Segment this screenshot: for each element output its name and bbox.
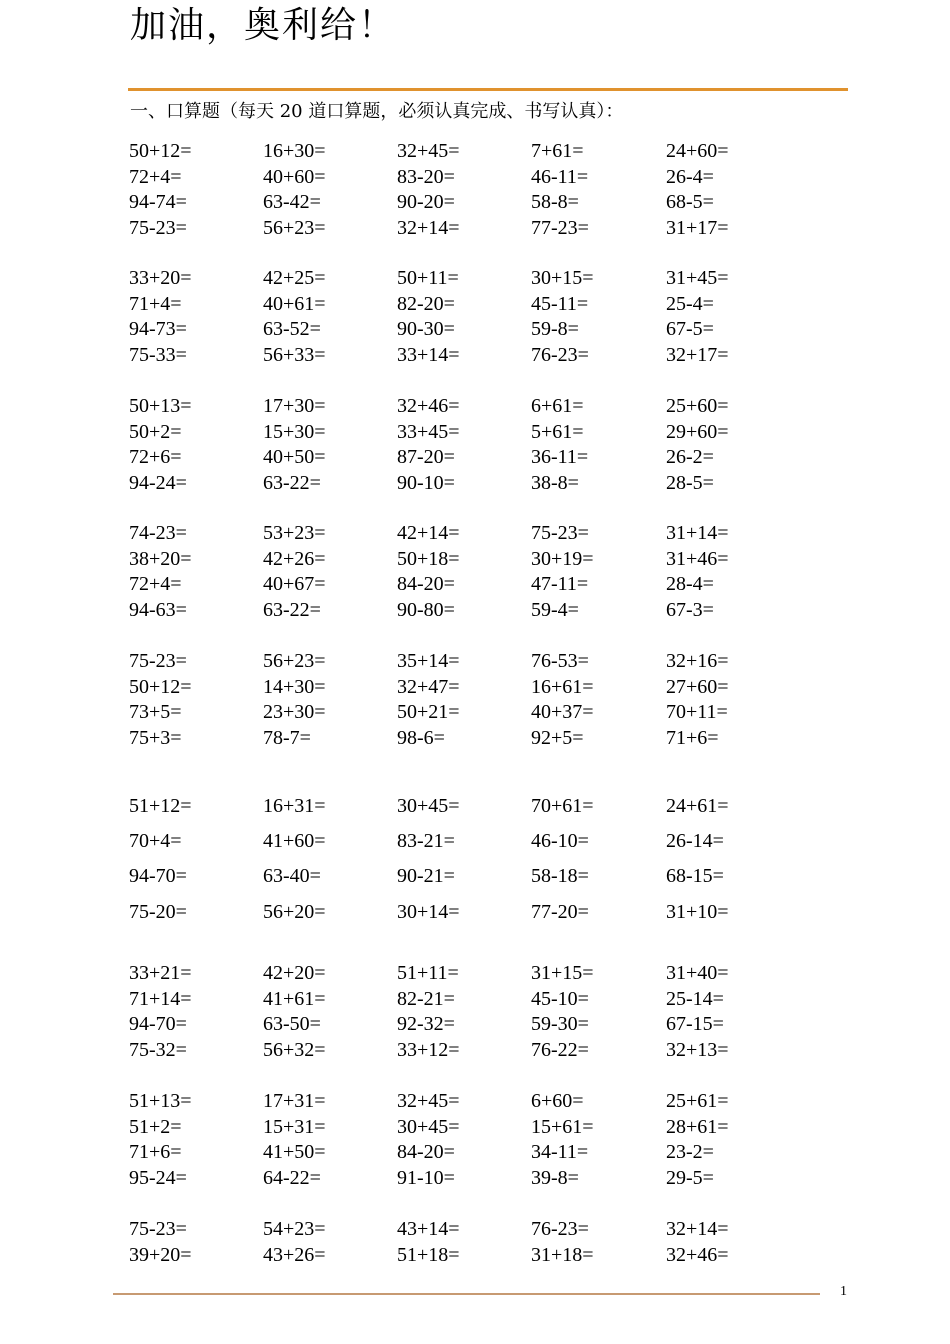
arithmetic-problem: 51+13=: [129, 1090, 192, 1112]
arithmetic-problem: 25-4=: [666, 293, 714, 315]
section-heading: 一、口算题（每天 20 道口算题，必须认真完成、书写认真）：: [130, 101, 624, 122]
arithmetic-problem: 83-21=: [397, 830, 455, 852]
arithmetic-problem: 40+50=: [263, 446, 326, 468]
arithmetic-problem: 28-5=: [666, 472, 714, 494]
arithmetic-problem: 67-3=: [666, 599, 714, 621]
arithmetic-problem: 26-2=: [666, 446, 714, 468]
arithmetic-problem: 94-70=: [129, 865, 187, 887]
arithmetic-problem: 31+45=: [666, 267, 729, 289]
arithmetic-problem: 77-23=: [531, 217, 589, 239]
arithmetic-problem: 31+46=: [666, 548, 729, 570]
arithmetic-problem: 15+30=: [263, 421, 326, 443]
arithmetic-problem: 91-10=: [397, 1167, 455, 1189]
arithmetic-problem: 75-23=: [531, 522, 589, 544]
arithmetic-problem: 92-32=: [397, 1013, 455, 1035]
arithmetic-problem: 56+20=: [263, 901, 326, 923]
arithmetic-problem: 6+60=: [531, 1090, 584, 1112]
arithmetic-problem: 58-18=: [531, 865, 589, 887]
arithmetic-problem: 63-52=: [263, 318, 321, 340]
arithmetic-problem: 6+61=: [531, 395, 584, 417]
arithmetic-problem: 36-11=: [531, 446, 589, 468]
arithmetic-problem: 32+45=: [397, 1090, 460, 1112]
arithmetic-problem: 41+61=: [263, 988, 326, 1010]
arithmetic-problem: 59-8=: [531, 318, 579, 340]
arithmetic-problem: 33+45=: [397, 421, 460, 443]
arithmetic-problem: 26-4=: [666, 166, 714, 188]
arithmetic-problem: 51+12=: [129, 795, 192, 817]
arithmetic-problem: 40+61=: [263, 293, 326, 315]
arithmetic-problem: 30+45=: [397, 1116, 460, 1138]
arithmetic-problem: 72+6=: [129, 446, 182, 468]
arithmetic-problem: 77-20=: [531, 901, 589, 923]
arithmetic-problem: 28+61=: [666, 1116, 729, 1138]
footer-divider: [113, 1293, 820, 1295]
arithmetic-problem: 70+11=: [666, 701, 728, 723]
arithmetic-problem: 64-22=: [263, 1167, 321, 1189]
arithmetic-problem: 17+30=: [263, 395, 326, 417]
arithmetic-problem: 63-42=: [263, 191, 321, 213]
arithmetic-problem: 68-15=: [666, 865, 724, 887]
arithmetic-problem: 32+14=: [666, 1218, 729, 1240]
arithmetic-problem: 84-20=: [397, 1141, 455, 1163]
arithmetic-problem: 33+14=: [397, 344, 460, 366]
arithmetic-problem: 87-20=: [397, 446, 455, 468]
arithmetic-problem: 32+45=: [397, 140, 460, 162]
arithmetic-problem: 82-20=: [397, 293, 455, 315]
arithmetic-problem: 71+6=: [129, 1141, 182, 1163]
page-title: 加油，奥利给！: [130, 5, 397, 46]
arithmetic-problem: 70+61=: [531, 795, 594, 817]
arithmetic-problem: 50+18=: [397, 548, 460, 570]
arithmetic-problem: 33+20=: [129, 267, 192, 289]
arithmetic-problem: 40+60=: [263, 166, 326, 188]
arithmetic-problem: 67-5=: [666, 318, 714, 340]
arithmetic-problem: 41+50=: [263, 1141, 326, 1163]
arithmetic-problem: 73+5=: [129, 701, 182, 723]
arithmetic-problem: 50+11=: [397, 267, 459, 289]
arithmetic-problem: 50+2=: [129, 421, 182, 443]
arithmetic-problem: 94-73=: [129, 318, 187, 340]
arithmetic-problem: 40+67=: [263, 573, 326, 595]
arithmetic-problem: 72+4=: [129, 166, 182, 188]
arithmetic-problem: 50+13=: [129, 395, 192, 417]
arithmetic-problem: 54+23=: [263, 1218, 326, 1240]
arithmetic-problem: 58-8=: [531, 191, 579, 213]
arithmetic-problem: 50+21=: [397, 701, 460, 723]
arithmetic-problem: 98-6=: [397, 727, 445, 749]
arithmetic-problem: 50+12=: [129, 676, 192, 698]
arithmetic-problem: 42+14=: [397, 522, 460, 544]
arithmetic-problem: 90-10=: [397, 472, 455, 494]
arithmetic-problem: 47-11=: [531, 573, 589, 595]
arithmetic-problem: 32+16=: [666, 650, 729, 672]
arithmetic-problem: 84-20=: [397, 573, 455, 595]
arithmetic-problem: 30+45=: [397, 795, 460, 817]
arithmetic-problem: 51+2=: [129, 1116, 182, 1138]
arithmetic-problem: 27+60=: [666, 676, 729, 698]
arithmetic-problem: 75-20=: [129, 901, 187, 923]
arithmetic-problem: 76-23=: [531, 344, 589, 366]
arithmetic-problem: 94-74=: [129, 191, 187, 213]
arithmetic-problem: 25-14=: [666, 988, 724, 1010]
arithmetic-problem: 56+33=: [263, 344, 326, 366]
arithmetic-problem: 25+61=: [666, 1090, 729, 1112]
arithmetic-problem: 94-70=: [129, 1013, 187, 1035]
arithmetic-problem: 31+17=: [666, 217, 729, 239]
arithmetic-problem: 59-4=: [531, 599, 579, 621]
arithmetic-problem: 31+40=: [666, 962, 729, 984]
arithmetic-problem: 30+15=: [531, 267, 594, 289]
arithmetic-problem: 14+30=: [263, 676, 326, 698]
arithmetic-problem: 51+11=: [397, 962, 459, 984]
page-number: 1: [840, 1284, 847, 1299]
arithmetic-problem: 63-22=: [263, 472, 321, 494]
arithmetic-problem: 56+32=: [263, 1039, 326, 1061]
arithmetic-problem: 63-40=: [263, 865, 321, 887]
arithmetic-problem: 34-11=: [531, 1141, 589, 1163]
arithmetic-problem: 75-33=: [129, 344, 187, 366]
arithmetic-problem: 15+31=: [263, 1116, 326, 1138]
arithmetic-problem: 7+61=: [531, 140, 584, 162]
arithmetic-problem: 15+61=: [531, 1116, 594, 1138]
arithmetic-problem: 28-4=: [666, 573, 714, 595]
arithmetic-problem: 24+60=: [666, 140, 729, 162]
arithmetic-problem: 16+30=: [263, 140, 326, 162]
arithmetic-problem: 76-23=: [531, 1218, 589, 1240]
arithmetic-problem: 32+47=: [397, 676, 460, 698]
arithmetic-problem: 31+18=: [531, 1244, 594, 1266]
arithmetic-problem: 78-7=: [263, 727, 311, 749]
arithmetic-problem: 74-23=: [129, 522, 187, 544]
arithmetic-problem: 50+12=: [129, 140, 192, 162]
arithmetic-problem: 41+60=: [263, 830, 326, 852]
arithmetic-problem: 76-22=: [531, 1039, 589, 1061]
arithmetic-problem: 16+61=: [531, 676, 594, 698]
arithmetic-problem: 92+5=: [531, 727, 584, 749]
arithmetic-problem: 43+14=: [397, 1218, 460, 1240]
arithmetic-problem: 72+4=: [129, 573, 182, 595]
arithmetic-problem: 46-10=: [531, 830, 589, 852]
arithmetic-problem: 31+14=: [666, 522, 729, 544]
arithmetic-problem: 94-24=: [129, 472, 187, 494]
arithmetic-problem: 32+46=: [397, 395, 460, 417]
arithmetic-problem: 35+14=: [397, 650, 460, 672]
arithmetic-problem: 16+31=: [263, 795, 326, 817]
arithmetic-problem: 94-63=: [129, 599, 187, 621]
arithmetic-problem: 90-80=: [397, 599, 455, 621]
arithmetic-problem: 31+10=: [666, 901, 729, 923]
arithmetic-problem: 42+20=: [263, 962, 326, 984]
arithmetic-problem: 90-20=: [397, 191, 455, 213]
arithmetic-problem: 23-2=: [666, 1141, 714, 1163]
arithmetic-problem: 25+60=: [666, 395, 729, 417]
arithmetic-problem: 32+46=: [666, 1244, 729, 1266]
arithmetic-problem: 75-32=: [129, 1039, 187, 1061]
arithmetic-problem: 70+4=: [129, 830, 182, 852]
arithmetic-problem: 75-23=: [129, 217, 187, 239]
arithmetic-problem: 95-24=: [129, 1167, 187, 1189]
arithmetic-problem: 71+6=: [666, 727, 719, 749]
arithmetic-problem: 30+14=: [397, 901, 460, 923]
arithmetic-problem: 29+60=: [666, 421, 729, 443]
arithmetic-problem: 63-50=: [263, 1013, 321, 1035]
arithmetic-problem: 40+37=: [531, 701, 594, 723]
arithmetic-problem: 38-8=: [531, 472, 579, 494]
arithmetic-problem: 39+20=: [129, 1244, 192, 1266]
arithmetic-problem: 76-53=: [531, 650, 589, 672]
arithmetic-problem: 59-30=: [531, 1013, 589, 1035]
arithmetic-problem: 56+23=: [263, 217, 326, 239]
arithmetic-problem: 30+19=: [531, 548, 594, 570]
arithmetic-problem: 90-21=: [397, 865, 455, 887]
arithmetic-problem: 42+26=: [263, 548, 326, 570]
arithmetic-problem: 75-23=: [129, 650, 187, 672]
arithmetic-problem: 46-11=: [531, 166, 589, 188]
arithmetic-problem: 90-30=: [397, 318, 455, 340]
arithmetic-problem: 17+31=: [263, 1090, 326, 1112]
arithmetic-problem: 39-8=: [531, 1167, 579, 1189]
arithmetic-problem: 71+4=: [129, 293, 182, 315]
arithmetic-problem: 68-5=: [666, 191, 714, 213]
arithmetic-problem: 5+61=: [531, 421, 584, 443]
arithmetic-problem: 29-5=: [666, 1167, 714, 1189]
arithmetic-problem: 71+14=: [129, 988, 192, 1010]
arithmetic-problem: 45-10=: [531, 988, 589, 1010]
arithmetic-problem: 24+61=: [666, 795, 729, 817]
arithmetic-problem: 75-23=: [129, 1218, 187, 1240]
arithmetic-problem: 32+13=: [666, 1039, 729, 1061]
arithmetic-problem: 83-20=: [397, 166, 455, 188]
arithmetic-problem: 26-14=: [666, 830, 724, 852]
arithmetic-problem: 45-11=: [531, 293, 589, 315]
arithmetic-problem: 53+23=: [263, 522, 326, 544]
arithmetic-problem: 32+17=: [666, 344, 729, 366]
arithmetic-problem: 23+30=: [263, 701, 326, 723]
arithmetic-problem: 38+20=: [129, 548, 192, 570]
arithmetic-problem: 31+15=: [531, 962, 594, 984]
arithmetic-problem: 33+12=: [397, 1039, 460, 1061]
arithmetic-problem: 51+18=: [397, 1244, 460, 1266]
arithmetic-problem: 43+26=: [263, 1244, 326, 1266]
arithmetic-problem: 75+3=: [129, 727, 182, 749]
arithmetic-problem: 33+21=: [129, 962, 192, 984]
arithmetic-problem: 63-22=: [263, 599, 321, 621]
arithmetic-problem: 82-21=: [397, 988, 455, 1010]
arithmetic-problem: 56+23=: [263, 650, 326, 672]
arithmetic-problem: 32+14=: [397, 217, 460, 239]
arithmetic-problem: 42+25=: [263, 267, 326, 289]
arithmetic-problem: 67-15=: [666, 1013, 724, 1035]
